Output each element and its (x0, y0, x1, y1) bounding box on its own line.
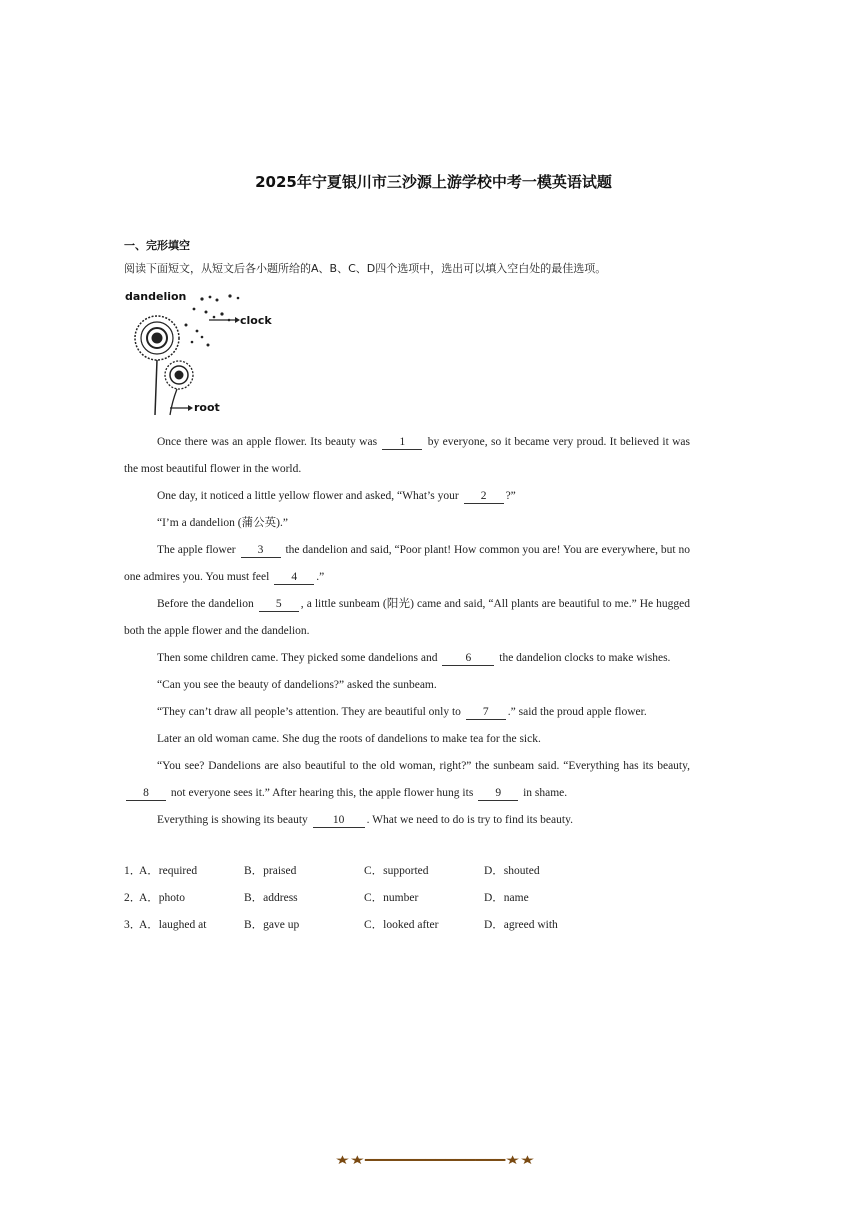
reading-passage (124, 429, 690, 834)
blank-9: 9 (478, 786, 518, 801)
option-d: D．agreed with (484, 919, 558, 931)
option-b: B．address (244, 892, 298, 904)
dandelion-clock-small (165, 361, 193, 389)
paragraph: Later an old woman came. She dug the roots of dandelions to make tea for the sick. (157, 733, 541, 745)
blank-4: 4 (274, 570, 314, 585)
page-footer (335, 1151, 535, 1169)
footer-ornament (335, 1151, 535, 1169)
dandelion-illustration (122, 287, 282, 417)
question-row (124, 862, 624, 889)
paragraph: Everything is showing its beauty 10 . What we need to do is try to find its beauty. (157, 814, 573, 826)
figure-label-clock: clock (240, 314, 272, 327)
question-row (124, 889, 624, 916)
option-b: B．gave up (244, 919, 300, 931)
option-c: C．supported (364, 865, 429, 877)
question-number: 2． (124, 892, 142, 904)
section-heading: 一、完形填空 (124, 239, 190, 252)
figure-label-dandelion: dandelion (125, 290, 187, 303)
option-d: D．name (484, 892, 529, 904)
question-number: 1． (124, 865, 142, 877)
blank-1: 1 (382, 435, 422, 450)
question-options (124, 862, 624, 943)
dandelion-figure (122, 287, 282, 417)
blank-5: 5 (259, 597, 299, 612)
blank-10: 10 (313, 813, 365, 828)
paragraph: One day, it noticed a little yellow flower and asked, “What’s your 2 ?” (157, 490, 516, 502)
option-c: C．looked after (364, 919, 439, 931)
option-b: B．praised (244, 865, 297, 877)
option-d: D．shouted (484, 865, 540, 877)
option-a: A．required (139, 865, 198, 877)
blank-7: 7 (466, 705, 506, 720)
paragraph: “Can you see the beauty of dandelions?” asked the sunbeam. (157, 679, 437, 691)
page-title: 2025年宁夏银川市三沙源上游学校中考一模英语试题 (255, 173, 612, 191)
figure-label-root: root (194, 401, 220, 414)
section-instruction: 阅读下面短文，从短文后各小题所给的A、B、C、D四个选项中，选出可以填入空白处的最佳选项。 (124, 262, 607, 275)
option-c: C．number (364, 892, 419, 904)
option-a: A．laughed at (139, 919, 207, 931)
dandelion-clock-large (135, 316, 179, 360)
paragraph: Before the dandelion 5 , a little sunbeam (阳光) came and said, “All plants are beautiful to me.” He hugged both the apple flower and the dandelion. (124, 598, 690, 637)
blank-6: 6 (442, 651, 494, 666)
paragraph: “I’m a dandelion (蒲公英).” (157, 517, 288, 529)
paragraph: “They can’t draw all people’s attention. They are beautiful only to 7 .” said the proud apple flower. (157, 706, 647, 718)
blank-8: 8 (126, 786, 166, 801)
question-number: 3． (124, 919, 142, 931)
paragraph: The apple flower 3 the dandelion and said, “Poor plant! How common you are! You are everywhere, but no one admires you. You must feel 4 .” (124, 544, 691, 583)
option-a: A．photo (139, 892, 185, 904)
paragraph: Once there was an apple flower. Its beauty was 1 by everyone, so it became very proud. It believed it was the most beautiful flower in the world. (124, 436, 691, 475)
blank-2: 2 (464, 489, 504, 504)
footer-text: ★★━━━━━━━━━━━━━━★★ (335, 1153, 535, 1167)
question-row (124, 916, 624, 943)
paragraph: “You see? Dandelions are also beautiful to the old woman, right?” the sunbeam said. “Everything has its beauty, 8 not everyone sees it.” After hearing this, the apple flower hung its 9 in shame. (124, 753, 690, 807)
paragraph: Then some children came. They picked some dandelions and 6 the dandelion clocks to make wishes. (157, 652, 671, 664)
blank-3: 3 (241, 543, 281, 558)
